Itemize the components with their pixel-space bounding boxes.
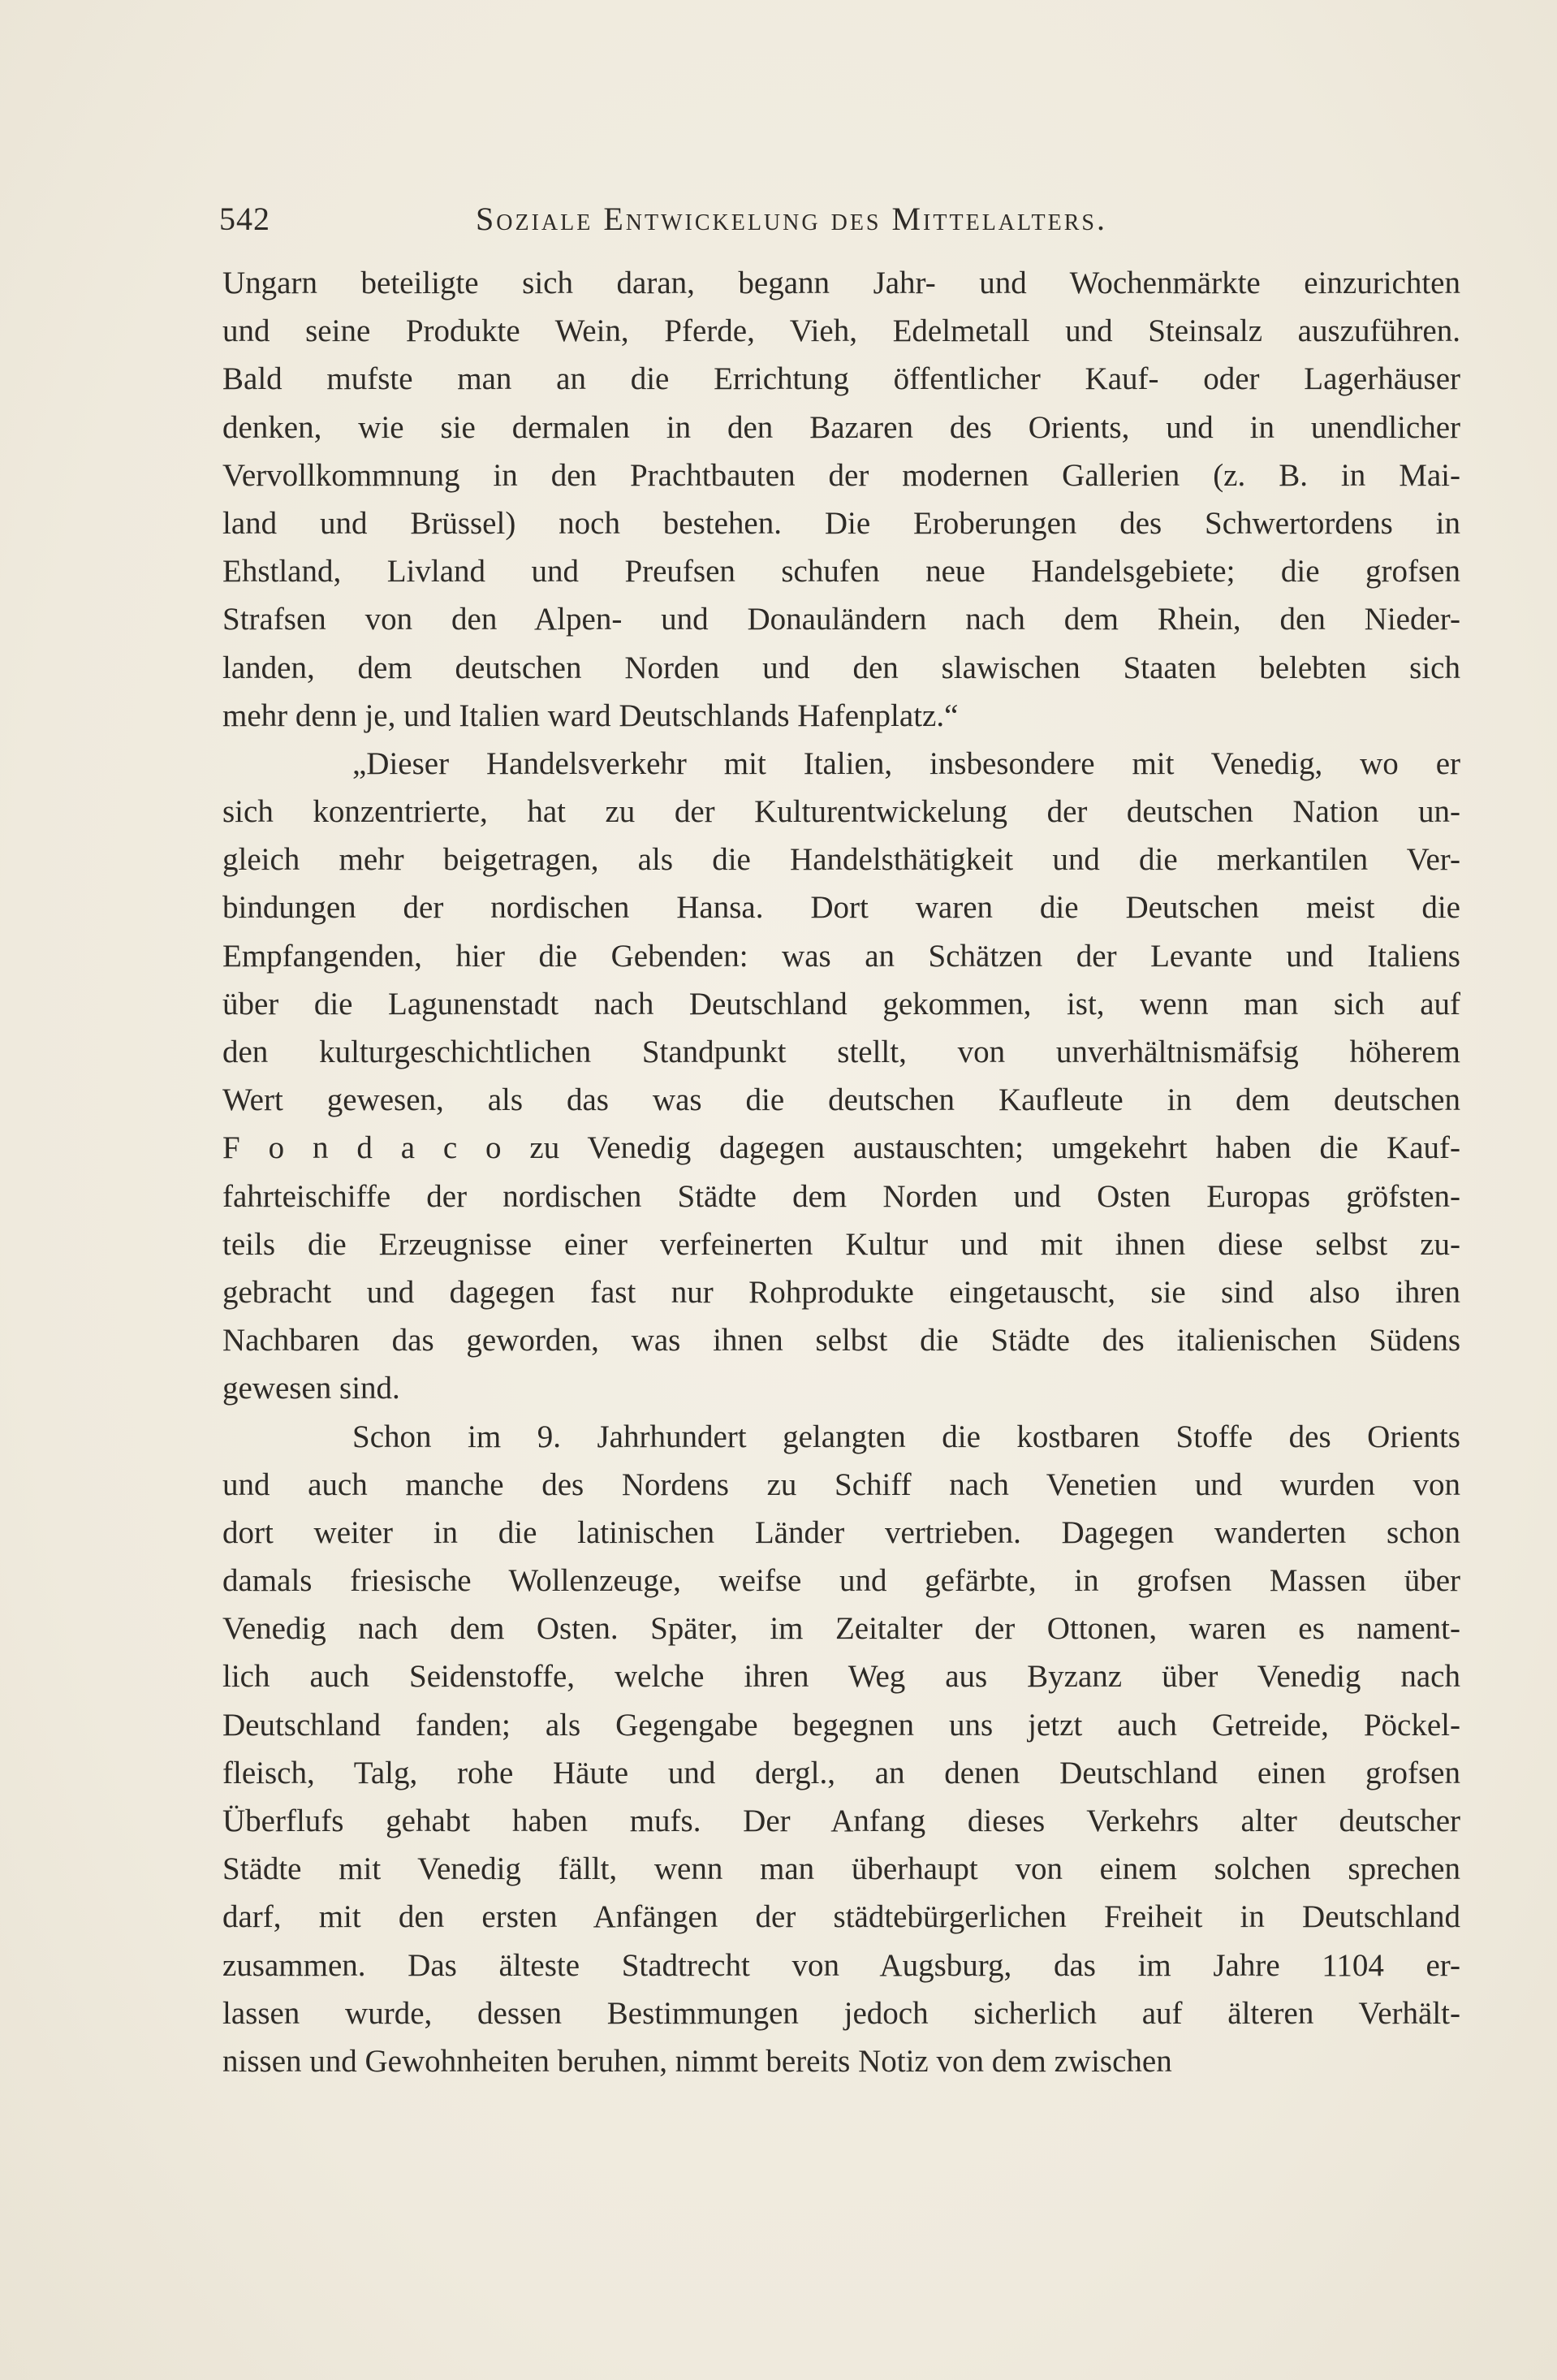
text-line: lassen wurde, dessen Bestimmungen jedoch sicherlich auf älteren Verhält- [222, 1995, 1460, 2031]
text-line: lich auch Seidenstoffe, welche ihren Weg aus Byzanz über Venedig nach [222, 1659, 1460, 1695]
text-line: Schon im 9. Jahrhundert gelangten die kostbaren Stoffe des Orients [352, 1419, 1460, 1454]
body-text [222, 259, 1460, 2085]
text-line: fahrteischiffe der nordischen Städte dem Norden und Osten Europas gröfsten- [222, 1178, 1460, 1214]
paragraph [222, 1413, 1460, 2086]
text-line: Empfangenden, hier die Gebenden: was an Schätzen der Levante und Italiens [222, 938, 1460, 974]
paragraph [222, 259, 1460, 740]
text-line: den kulturgeschichtlichen Standpunkt stellt, von unverhältnismäfsig höherem [222, 1035, 1460, 1069]
text-line: teils die Erzeugnisse einer verfeinerten Kultur und mit ihnen diese selbst zu- [222, 1226, 1460, 1262]
text-line: denken, wie sie dermalen in den Bazaren des Orients, und in unendlicher [222, 409, 1460, 445]
text-line: Wert gewesen, als das was die deutschen Kaufleute in dem deutschen [222, 1082, 1460, 1118]
text-line: gebracht und dagegen fast nur Rohprodukte eingetauscht, sie sind also ihren [222, 1274, 1460, 1310]
text-line: Nachbaren das geworden, was ihnen selbst die Städte des italienischen Südens [222, 1323, 1460, 1358]
text-line: Überflufs gehabt haben mufs. Der Anfang dieses Verkehrs alter deutscher [222, 1803, 1460, 1838]
text-line: Ehstland, Livland und Preufsen schufen neue Handelsgebiete; die grofsen [222, 554, 1460, 590]
text-line: F o n d a c o zu Venedig dagegen austauschten; umgekehrt haben die Kauf- [222, 1130, 1460, 1166]
text-line: fleisch, Talg, rohe Häute und dergl., an denen Deutschland einen grofsen [222, 1755, 1460, 1790]
text-line: über die Lagunenstadt nach Deutschland gekommen, ist, wenn man sich auf [222, 986, 1460, 1022]
text-line: darf, mit den ersten Anfängen der städtebürgerlichen Freiheit in Deutschland [222, 1899, 1460, 1935]
paragraph [222, 740, 1460, 1413]
text-line: landen, dem deutschen Norden und den slawischen Staaten belebten sich [222, 650, 1460, 685]
text-line: Strafsen von den Alpen- und Donauländern nach dem Rhein, den Nieder- [222, 602, 1460, 637]
text-line: und seine Produkte Wein, Pferde, Vieh, Edelmetall und Steinsalz auszuführen. [222, 313, 1460, 349]
text-line: und auch manche des Nordens zu Schiff nach Venetien und wurden von [222, 1466, 1460, 1502]
page-number: 542 [219, 201, 270, 237]
text-line: gewesen sind. [222, 1371, 400, 1406]
running-title: Soziale Entwickelung des Mittelalters. [476, 201, 1108, 237]
text-line: Städte mit Venedig fällt, wenn man überhaupt von einem solchen sprechen [222, 1851, 1460, 1887]
text-line: Venedig nach dem Osten. Später, im Zeitalter der Ottonen, waren es nament- [222, 1611, 1460, 1647]
text-line: nissen und Gewohnheiten beruhen, nimmt bereits Notiz von dem zwischen [222, 2043, 1172, 2079]
text-line: „Dieser Handelsverkehr mit Italien, insbesondere mit Venedig, wo er [352, 745, 1460, 781]
text-line: bindungen der nordischen Hansa. Dort waren die Deutschen meist die [222, 890, 1460, 926]
text-line: Ungarn beteiligte sich daran, begann Jahr- und Wochenmärkte einzurichten [222, 266, 1460, 300]
text-line: land und Brüssel) noch bestehen. Die Eroberungen des Schwertordens in [222, 505, 1460, 541]
text-line: damals friesische Wollenzeuge, weifse und gefärbte, in grofsen Massen über [222, 1563, 1460, 1599]
text-line: Vervollkommnung in den Prachtbauten der modernen Gallerien (z. B. in Mai- [222, 457, 1460, 493]
text-line: Deutschland fanden; als Gegengabe begegnen uns jetzt auch Getreide, Pöckel- [222, 1707, 1460, 1743]
page-header [219, 200, 1226, 248]
text-line: zusammen. Das älteste Stadtrecht von Augsburg, das im Jahre 1104 er- [222, 1947, 1460, 1983]
text-line: Bald mufste man an die Errichtung öffentlicher Kauf- oder Lagerhäuser [222, 361, 1460, 397]
text-line: mehr denn je, und Italien ward Deutschlands Hafenplatz.“ [222, 698, 959, 733]
text-line: dort weiter in die latinischen Länder vertrieben. Dagegen wanderten schon [222, 1514, 1460, 1550]
text-line: gleich mehr beigetragen, als die Handelsthätigkeit und die merkantilen Ver- [222, 842, 1460, 878]
text-line: sich konzentrierte, hat zu der Kulturentwickelung der deutschen Nation un- [222, 794, 1460, 830]
